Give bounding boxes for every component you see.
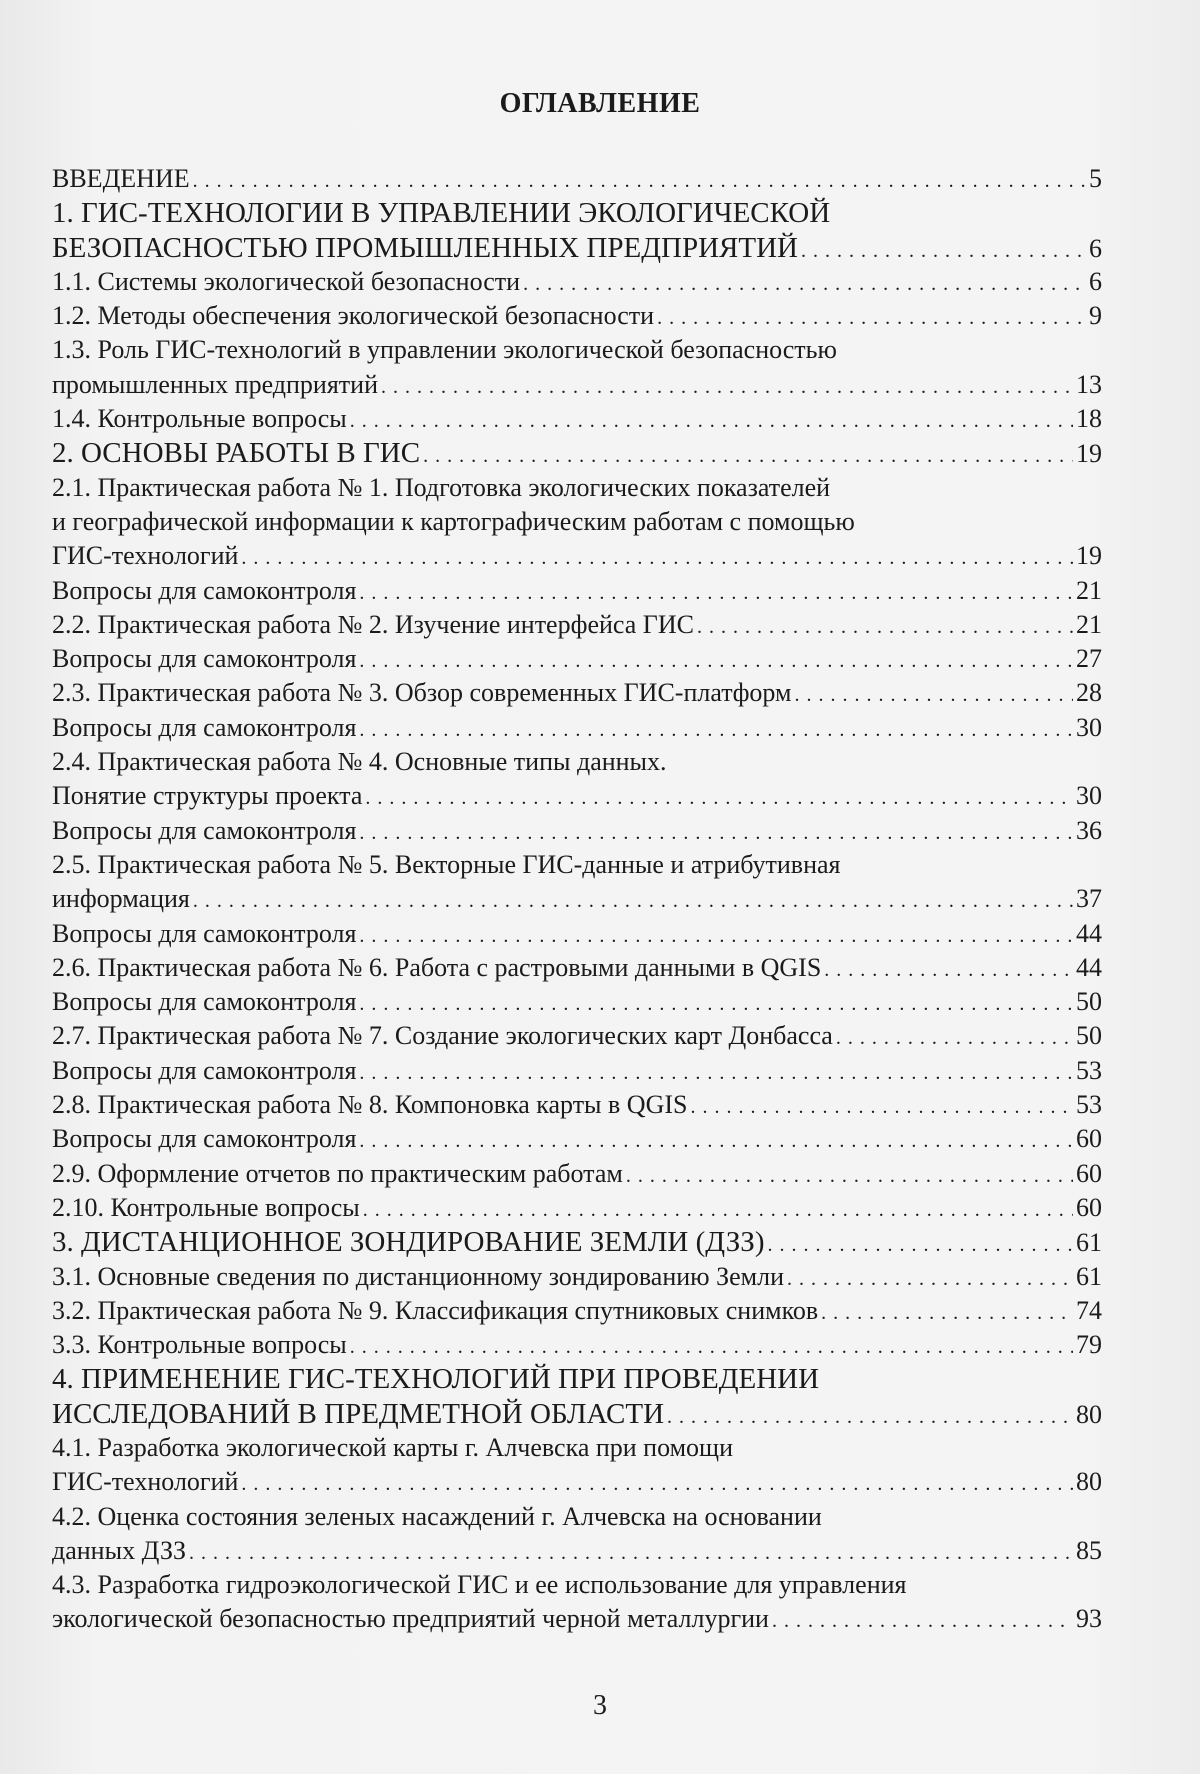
toc-entry-page: 13 [1076, 369, 1102, 399]
dot-leader [363, 1193, 1073, 1227]
toc-entry-title: Понятие структуры проекта [52, 781, 363, 811]
toc-entry-page: 30 [1076, 712, 1102, 742]
toc-entry-page: 6 [1089, 266, 1102, 296]
toc-entry-page: 50 [1076, 1021, 1102, 1051]
dot-leader [667, 1400, 1073, 1434]
toc-entry [52, 1568, 1102, 1602]
toc-entry [52, 539, 1102, 573]
toc-entry-title: 1.1. Системы экологической безопасности [52, 266, 521, 296]
dot-leader [423, 439, 1073, 473]
dot-leader [697, 610, 1073, 644]
toc-entry-title: 2.9. Оформление отчетов по практическим работам [52, 1158, 623, 1188]
table-of-contents [52, 162, 1102, 1637]
toc-entry-page: 74 [1076, 1295, 1102, 1325]
toc-entry [52, 299, 1102, 333]
toc-entry-title: Вопросы для самоконтроля [52, 815, 357, 845]
toc-entry-page: 27 [1076, 644, 1102, 674]
toc-entry-page: 80 [1076, 1399, 1102, 1429]
page-title: ОГЛАВЛЕНИЕ [499, 88, 701, 119]
toc-entry-page: 44 [1076, 918, 1102, 948]
toc-entry-title: 2.10. Контрольные вопросы [52, 1192, 360, 1222]
toc-entry-title: ГИС-технологий [52, 541, 239, 571]
toc-entry [52, 574, 1102, 608]
toc-entry-title: 1.3. Роль ГИС-технологий в управлении экологической безопасностью [52, 335, 837, 365]
dot-leader [787, 1262, 1073, 1296]
toc-entry-title: 4.3. Разработка гидроэкологической ГИС и ее использование для управления [52, 1570, 907, 1600]
toc-entry-page: 28 [1076, 678, 1102, 708]
toc-entry-page: 60 [1076, 1124, 1102, 1154]
dot-leader [350, 404, 1073, 438]
toc-entry [52, 1019, 1102, 1053]
toc-entry-page: 36 [1076, 815, 1102, 845]
dot-leader [381, 370, 1073, 404]
dot-leader [772, 1604, 1073, 1638]
toc-entry-title: экологической безопасностью предприятий черной металлургии [52, 1604, 769, 1634]
toc-entry [52, 333, 1102, 367]
dot-leader [359, 987, 1073, 1021]
toc-entry-title: ГИС-технологий [52, 1467, 239, 1497]
toc-entry-page: 60 [1076, 1192, 1102, 1222]
dot-leader [690, 1090, 1073, 1124]
toc-entry-page: 30 [1076, 781, 1102, 811]
dot-leader [359, 644, 1073, 678]
toc-entry [52, 505, 1102, 539]
toc-entry [52, 1465, 1102, 1499]
toc-entry [52, 196, 1102, 230]
dot-leader [359, 713, 1073, 747]
dot-leader [241, 1467, 1073, 1501]
toc-entry-page: 44 [1076, 952, 1102, 982]
toc-entry-title: 1. ГИС-ТЕХНОЛОГИИ В УПРАВЛЕНИИ ЭКОЛОГИЧЕСКОЙ [52, 197, 831, 230]
toc-entry-page: 53 [1076, 1055, 1102, 1085]
toc-entry-title: 3.3. Контрольные вопросы [52, 1330, 347, 1360]
toc-entry-title: 2.2. Практическая работа № 2. Изучение интерфейса ГИС [52, 609, 694, 639]
toc-entry-page: 37 [1076, 884, 1102, 914]
toc-entry-title: Вопросы для самоконтроля [52, 575, 357, 605]
toc-entry-page: 9 [1089, 301, 1102, 331]
dot-leader [801, 234, 1086, 268]
dot-leader [350, 1330, 1073, 1364]
toc-entry-title: информация [52, 884, 190, 914]
dot-leader [189, 1536, 1073, 1570]
toc-entry-title: 3. ДИСТАНЦИОННОЕ ЗОНДИРОВАНИЕ ЗЕМЛИ (ДЗЗ) [52, 1226, 765, 1259]
toc-entry-page: 93 [1076, 1604, 1102, 1634]
toc-entry [52, 162, 1102, 196]
toc-entry [52, 882, 1102, 916]
toc-entry-page: 61 [1076, 1228, 1102, 1258]
toc-entry [52, 1157, 1102, 1191]
toc-entry-page: 80 [1076, 1467, 1102, 1497]
toc-entry [52, 1260, 1102, 1294]
toc-entry-title: 2.4. Практическая работа № 4. Основные типы данных. [52, 747, 667, 777]
toc-entry [52, 1191, 1102, 1225]
toc-entry [52, 1362, 1102, 1396]
toc-entry [52, 1122, 1102, 1156]
dot-leader [824, 953, 1073, 987]
toc-entry [52, 848, 1102, 882]
toc-entry-title: Вопросы для самоконтроля [52, 918, 357, 948]
toc-entry [52, 402, 1102, 436]
toc-entry-page: 53 [1076, 1090, 1102, 1120]
toc-entry [52, 642, 1102, 676]
toc-entry-page: 5 [1089, 164, 1102, 193]
toc-entry [52, 1225, 1102, 1259]
toc-entry-title: БЕЗОПАСНОСТЬЮ ПРОМЫШЛЕННЫХ ПРЕДПРИЯТИЙ [52, 231, 798, 264]
toc-entry-title: 2. ОСНОВЫ РАБОТЫ В ГИС [52, 437, 421, 470]
toc-entry-title: 2.3. Практическая работа № 3. Обзор современных ГИС-платформ [52, 678, 792, 708]
toc-entry [52, 1054, 1102, 1088]
toc-entry [52, 951, 1102, 985]
toc-entry-title: 2.8. Практическая работа № 8. Компоновка карты в QGIS [52, 1090, 688, 1120]
dot-leader [657, 301, 1086, 335]
dot-leader [836, 1021, 1073, 1055]
dot-leader [359, 1056, 1073, 1090]
toc-entry [52, 814, 1102, 848]
toc-entry-title: данных ДЗЗ [52, 1535, 186, 1565]
toc-entry [52, 1397, 1102, 1431]
toc-entry-title: 2.6. Практическая работа № 6. Работа с растровыми данными в QGIS [52, 952, 822, 982]
toc-entry-title: Вопросы для самоконтроля [52, 1124, 357, 1154]
dot-leader [626, 1159, 1073, 1193]
toc-entry [52, 1088, 1102, 1122]
toc-entry-title: 3.1. Основные сведения по дистанционному зондированию Земли [52, 1261, 784, 1291]
toc-entry-title: 4.1. Разработка экологической карты г. Алчевска при помощи [52, 1432, 733, 1462]
toc-entry [52, 1534, 1102, 1568]
dot-leader [241, 541, 1073, 575]
toc-entry [52, 779, 1102, 813]
toc-entry [52, 471, 1102, 505]
toc-entry-title: и географической информации к картографическим работам с помощью [52, 506, 855, 536]
toc-entry-title: Вопросы для самоконтроля [52, 712, 357, 742]
toc-entry-page: 21 [1076, 575, 1102, 605]
toc-entry-title: 1.2. Методы обеспечения экологической безопасности [52, 301, 655, 331]
dot-leader [523, 267, 1086, 301]
dot-leader [359, 576, 1073, 610]
dot-leader [359, 1124, 1073, 1158]
toc-entry [52, 231, 1102, 265]
toc-entry-title: 2.5. Практическая работа № 5. Векторные ГИС-данные и атрибутивная [52, 849, 841, 879]
toc-entry-title: 4.2. Оценка состояния зеленых насаждений г. Алчевска на основании [52, 1501, 822, 1531]
toc-entry-title: Вопросы для самоконтроля [52, 644, 357, 674]
toc-entry-title: Вопросы для самоконтроля [52, 1055, 357, 1085]
toc-entry-page: 79 [1076, 1330, 1102, 1360]
dot-leader [794, 678, 1073, 712]
toc-entry [52, 711, 1102, 745]
toc-entry [52, 265, 1102, 299]
toc-entry-title: 2.7. Практическая работа № 7. Создание экологических карт Донбасса [52, 1021, 833, 1051]
toc-entry-page: 6 [1089, 233, 1102, 263]
toc-entry [52, 1294, 1102, 1328]
toc-entry-title: 4. ПРИМЕНЕНИЕ ГИС-ТЕХНОЛОГИЙ ПРИ ПРОВЕДЕНИИ [52, 1363, 820, 1396]
dot-leader [821, 1296, 1073, 1330]
toc-entry [52, 1602, 1102, 1636]
toc-entry-page: 85 [1076, 1535, 1102, 1565]
toc-entry-title: Вопросы для самоконтроля [52, 987, 357, 1017]
dot-leader [193, 164, 1086, 198]
toc-entry [52, 745, 1102, 779]
page-number: 3 [593, 1690, 607, 1721]
toc-entry-page: 19 [1076, 439, 1102, 469]
dot-leader [767, 1228, 1073, 1262]
toc-entry [52, 1328, 1102, 1362]
toc-entry-title: 3.2. Практическая работа № 9. Классификация спутниковых снимков [52, 1295, 819, 1325]
toc-entry [52, 368, 1102, 402]
toc-entry-title: промышленных предприятий [52, 369, 378, 399]
toc-entry [52, 676, 1102, 710]
toc-entry-title: 2.1. Практическая работа № 1. Подготовка экологических показателей [52, 472, 831, 502]
toc-entry-title: 1.4. Контрольные вопросы [52, 404, 347, 434]
dot-leader [359, 919, 1073, 953]
dot-leader [365, 781, 1073, 815]
toc-entry [52, 1431, 1102, 1465]
toc-entry-page: 21 [1076, 609, 1102, 639]
toc-entry-page: 19 [1076, 541, 1102, 571]
toc-entry-title: ВВЕДЕНИЕ [52, 164, 190, 193]
dot-leader [193, 884, 1073, 918]
toc-entry [52, 608, 1102, 642]
dot-leader [359, 816, 1073, 850]
toc-entry-page: 60 [1076, 1158, 1102, 1188]
toc-entry [52, 1500, 1102, 1534]
toc-entry-title: ИССЛЕДОВАНИЙ В ПРЕДМЕТНОЙ ОБЛАСТИ [52, 1397, 665, 1430]
toc-entry-page: 18 [1076, 404, 1102, 434]
toc-entry [52, 917, 1102, 951]
toc-entry-page: 50 [1076, 987, 1102, 1017]
toc-entry [52, 985, 1102, 1019]
toc-entry [52, 436, 1102, 470]
toc-entry-page: 61 [1076, 1261, 1102, 1291]
